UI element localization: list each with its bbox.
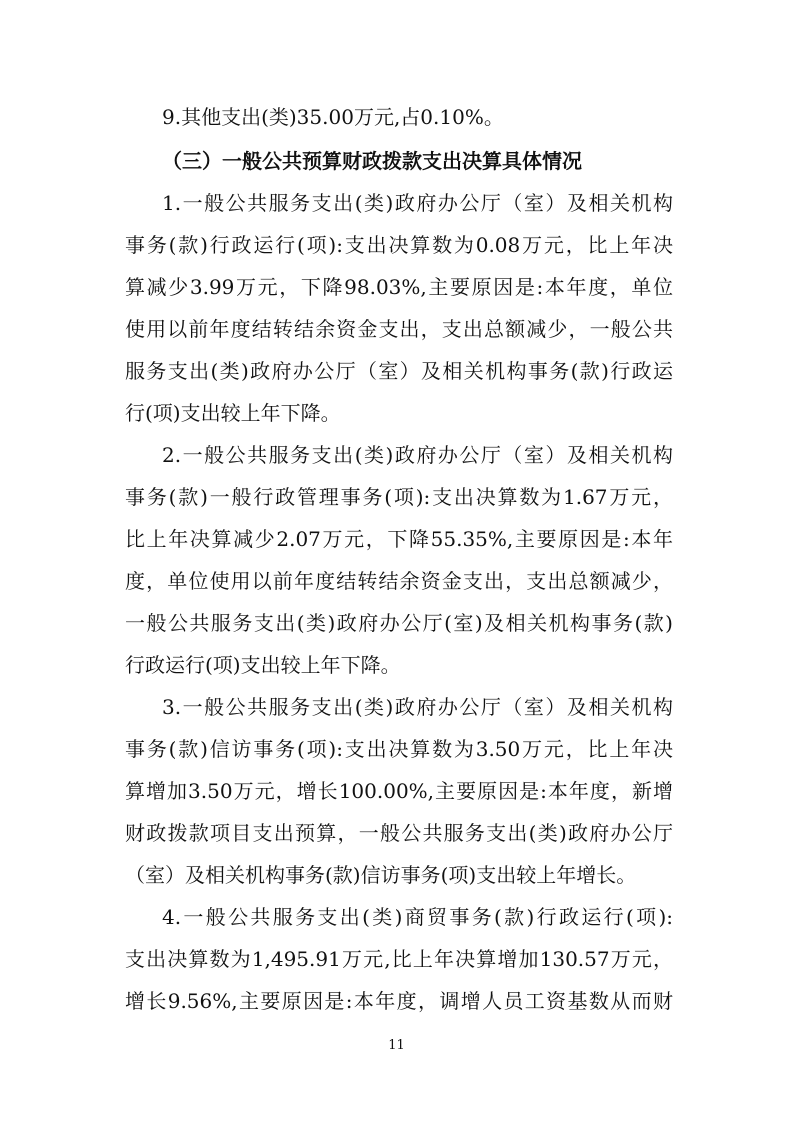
paragraph-line: 9.其他支出(类)35.00万元,占0.10%。 <box>162 105 504 129</box>
paragraph-line: （室）及相关机构事务(款)信访事务(项)支出较上年增长。 <box>125 863 637 887</box>
paragraph-line: 财政拨款项目支出预算，一般公共服务支出(类)政府办公厅 <box>125 821 673 845</box>
paragraph-line: 算增加3.50万元，增长100.00%,主要原因是:本年度，新增 <box>125 779 673 803</box>
paragraph-line: 增长9.56%,主要原因是:本年度，调增人员工资基数从而财 <box>125 989 673 1013</box>
paragraph-line: 4.一般公共服务支出(类)商贸事务(款)行政运行(项): <box>162 905 673 929</box>
page-number: 11 <box>388 1038 405 1053</box>
paragraph-line: 事务(款)行政运行(项):支出决算数为0.08万元，比上年决 <box>125 233 673 257</box>
paragraph-line: 比上年决算减少2.07万元，下降55.35%,主要原因是:本年 <box>125 527 673 551</box>
paragraph-line: 行政运行(项)支出较上年下降。 <box>125 653 401 677</box>
paragraph-line: 算减少3.99万元，下降98.03%,主要原因是:本年度，单位 <box>125 275 673 299</box>
paragraph-line: 3.一般公共服务支出(类)政府办公厅（室）及相关机构 <box>162 695 673 719</box>
paragraph-line: 服务支出(类)政府办公厅（室）及相关机构事务(款)行政运 <box>125 359 673 383</box>
paragraph-line: 2.一般公共服务支出(类)政府办公厅（室）及相关机构 <box>162 443 673 467</box>
paragraph-line: 行(项)支出较上年下降。 <box>125 401 341 425</box>
paragraph-line: 事务(款)一般行政管理事务(项):支出决算数为1.67万元， <box>125 485 673 509</box>
paragraph-line: 使用以前年度结转结余资金支出，支出总额减少，一般公共 <box>125 317 673 341</box>
paragraph-line: 度，单位使用以前年度结转结余资金支出，支出总额减少， <box>125 569 673 593</box>
section-heading: （三）一般公共预算财政拨款支出决算具体情况 <box>162 149 582 173</box>
paragraph-line: 支出决算数为1,495.91万元,比上年决算增加130.57万元， <box>125 947 673 971</box>
paragraph-line: 1.一般公共服务支出(类)政府办公厅（室）及相关机构 <box>162 191 673 215</box>
paragraph-line: 事务(款)信访事务(项):支出决算数为3.50万元，比上年决 <box>125 737 673 761</box>
paragraph-line: 一般公共服务支出(类)政府办公厅(室)及相关机构事务(款) <box>125 611 673 635</box>
